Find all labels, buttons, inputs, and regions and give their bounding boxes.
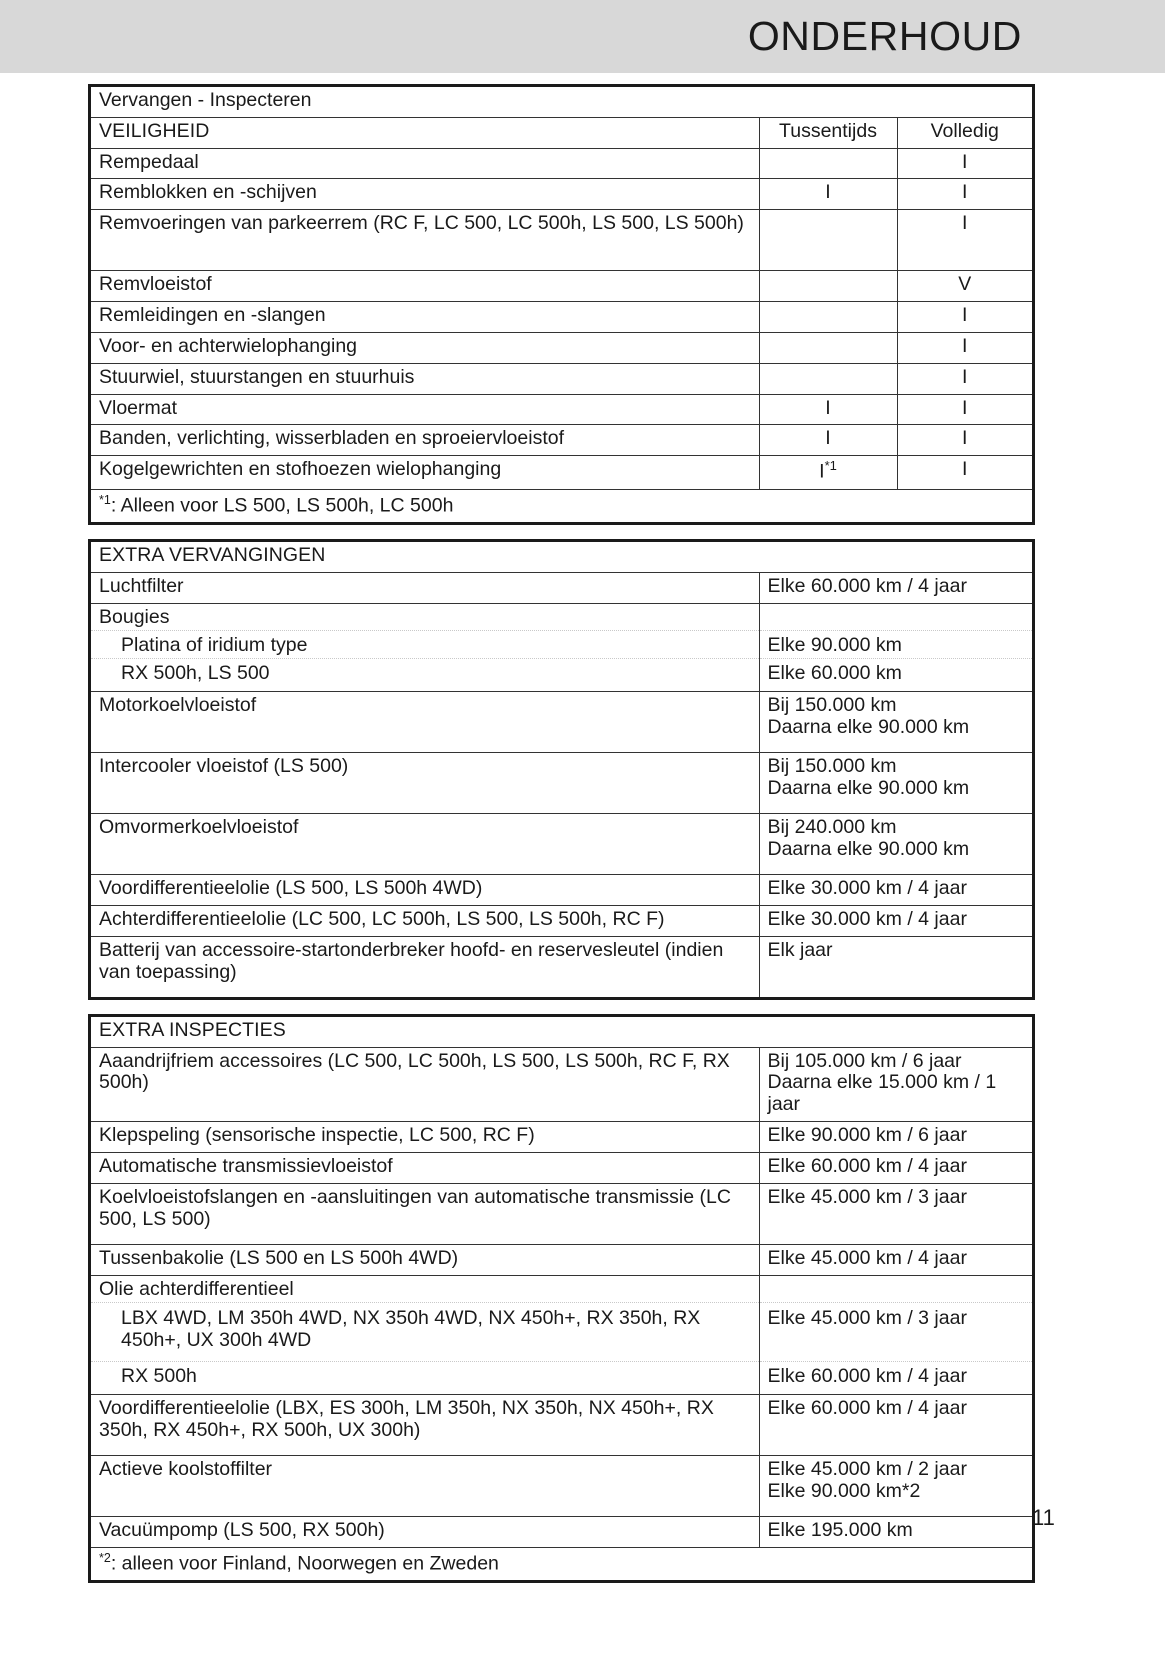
- row-label: Remvoeringen van parkeerrem (RC F, LC 500, LC 500h, LS 500, LS 500h): [91, 210, 759, 271]
- row-label: Luchtfilter: [91, 572, 759, 603]
- row-value-empty: [759, 603, 1032, 631]
- table-row: [91, 753, 1032, 814]
- row-label: Omvormerkoelvloeistof: [91, 814, 759, 875]
- table-caption-row: [91, 87, 1032, 117]
- subrow-label: [91, 1303, 759, 1362]
- cell-volledig: I: [897, 363, 1032, 394]
- row-value-line2: Daarna elke 90.000 km: [767, 776, 970, 799]
- table-row: [91, 1152, 1032, 1183]
- subrow-label-text: LBX 4WD, LM 350h 4WD, NX 350h 4WD, NX 450h+, RX 350h, RX 450h+, UX 300h 4WD: [121, 1307, 701, 1352]
- row-value: Elke 60.000 km / 4 jaar: [759, 572, 1032, 603]
- section-title-extra-inspecties: EXTRA INSPECTIES: [91, 1017, 1032, 1047]
- subrow-label: [91, 659, 759, 692]
- row-value-empty: [759, 1275, 1032, 1303]
- table-row: [91, 814, 1032, 875]
- table-row: [91, 210, 1032, 271]
- extra-inspections-table: [88, 1014, 1035, 1584]
- table-footnote: [91, 1548, 1032, 1581]
- page-header-band: [0, 0, 1165, 73]
- table-row: [91, 302, 1032, 333]
- subrow-value: Elke 45.000 km / 3 jaar: [759, 1303, 1032, 1362]
- row-value: [759, 1456, 1032, 1517]
- row-label: Intercooler vloeistof (LS 500): [91, 753, 759, 814]
- footnote-ref: *1: [824, 458, 837, 474]
- row-label: Klepspeling (sensorische inspectie, LC 500, RC F): [91, 1122, 759, 1153]
- subrow-value: Elke 90.000 km: [759, 631, 1032, 659]
- row-label: Voordifferentieelolie (LBX, ES 300h, LM 350h, NX 350h, NX 450h+, RX 350h, RX 450h+, RX 500h, UX 300h): [91, 1395, 759, 1456]
- row-value: [759, 692, 1032, 753]
- safety-table: [88, 84, 1035, 525]
- row-value: Elk jaar: [767, 938, 833, 961]
- table-header-row: [91, 1017, 1032, 1047]
- table-row: [91, 1517, 1032, 1548]
- section-title-veiligheid: VEILIGHEID: [91, 117, 759, 148]
- cell-tussentijds: I: [759, 394, 897, 425]
- column-header-volledig: Volledig: [897, 117, 1032, 148]
- cell-volledig: I: [897, 425, 1032, 456]
- table-caption: Vervangen - Inspecteren: [91, 87, 1032, 117]
- table-subrow: [91, 1362, 1032, 1395]
- row-value: Elke 60.000 km / 4 jaar: [759, 1395, 1032, 1456]
- table-row: [91, 875, 1032, 906]
- row-value: [759, 814, 1032, 875]
- row-label: Olie achterdifferentieel: [91, 1275, 759, 1303]
- cell-volledig: I: [897, 302, 1032, 333]
- row-value: Elke 90.000 km / 6 jaar: [759, 1122, 1032, 1153]
- extra-replacements-table: [88, 539, 1035, 1000]
- table-row: [91, 456, 1032, 489]
- table-subrow: [91, 1303, 1032, 1362]
- footnote-text: : alleen voor Finland, Noorwegen en Zweden: [110, 1552, 499, 1575]
- row-label: Koelvloeistofslangen en -aansluitingen van automatische transmissie (LC 500, LS 500): [91, 1183, 759, 1244]
- row-label: Tussenbakolie (LS 500 en LS 500h 4WD): [91, 1244, 759, 1275]
- table-row: [91, 1456, 1032, 1517]
- cell-volledig: V: [897, 271, 1032, 302]
- table-row: [91, 332, 1032, 363]
- table-row: [91, 692, 1032, 753]
- table-row: [91, 936, 1032, 997]
- row-value-line2: Daarna elke 15.000 km / 1 jaar: [767, 1071, 997, 1116]
- table-row-group-bougies: [91, 603, 1032, 631]
- row-value: [759, 1047, 1032, 1121]
- row-label: Stuurwiel, stuurstangen en stuurhuis: [91, 363, 759, 394]
- cell-tussentijds: I: [759, 425, 897, 456]
- table-row: [91, 1183, 1032, 1244]
- subrow-label: [91, 631, 759, 659]
- cell-tussentijds: [759, 332, 897, 363]
- footnote-text: : Alleen voor LS 500, LS 500h, LC 500h: [110, 494, 454, 517]
- row-value-line2-text: Elke 90.000 km: [767, 1480, 902, 1503]
- table-row: [91, 148, 1032, 179]
- cell-tussentijds: [759, 456, 897, 489]
- table-footnote: [91, 489, 1032, 522]
- cell-volledig: I: [897, 148, 1032, 179]
- footnote-row: [91, 1548, 1032, 1581]
- cell-tussentijds: [759, 271, 897, 302]
- cell-tussentijds: [759, 210, 897, 271]
- footnote-marker: *1: [99, 492, 111, 507]
- row-value: Elke 30.000 km / 4 jaar: [759, 905, 1032, 936]
- row-value: [759, 753, 1032, 814]
- row-value: Elke 30.000 km / 4 jaar: [759, 875, 1032, 906]
- table-row: [91, 1244, 1032, 1275]
- subrow-label-text: Platina of iridium type: [121, 634, 308, 657]
- row-label: Automatische transmissievloeistof: [91, 1152, 759, 1183]
- section-title-extra-vervangingen: EXTRA VERVANGINGEN: [91, 542, 1032, 572]
- row-label: Remleidingen en -slangen: [91, 302, 759, 333]
- row-label: Actieve koolstoffilter: [91, 1456, 759, 1517]
- row-value-line1: Elke 45.000 km / 2 jaar: [767, 1458, 967, 1481]
- table-row: [91, 1122, 1032, 1153]
- page-number: 11: [1032, 1505, 1055, 1530]
- cell-volledig: I: [897, 456, 1032, 489]
- table-row: [91, 425, 1032, 456]
- row-label: Vloermat: [91, 394, 759, 425]
- subrow-label-text: RX 500h, LS 500: [121, 662, 270, 685]
- cell-volledig: I: [897, 210, 1032, 271]
- row-label: Batterij van accessoire-startonderbreker hoofd- en reservesleutel (indien van toepassing): [91, 936, 759, 997]
- table-row: [91, 394, 1032, 425]
- row-label: Remblokken en -schijven: [91, 179, 759, 210]
- row-label: Vacuümpomp (LS 500, RX 500h): [91, 1517, 759, 1548]
- mark-value: I: [819, 460, 825, 483]
- table-row: [91, 1395, 1032, 1456]
- table-row: [91, 363, 1032, 394]
- row-label: Kogelgewrichten en stofhoezen wielophanging: [91, 456, 759, 489]
- cell-tussentijds: [759, 302, 897, 333]
- row-value-line1: Bij 150.000 km: [767, 694, 897, 717]
- table-subrow: [91, 631, 1032, 659]
- subrow-label-text: RX 500h: [121, 1365, 197, 1388]
- row-label: Aaandrijfriem accessoires (LC 500, LC 500h, LS 500, LS 500h, RC F, RX 500h): [91, 1047, 759, 1121]
- row-value: Elke 45.000 km / 3 jaar: [759, 1183, 1032, 1244]
- cell-volledig: I: [897, 179, 1032, 210]
- row-value-line1: Bij 240.000 km: [767, 816, 897, 839]
- row-value-line1: Bij 105.000 km / 6 jaar: [767, 1049, 962, 1072]
- table-row: [91, 905, 1032, 936]
- cell-tussentijds: [759, 148, 897, 179]
- cell-volledig: I: [897, 332, 1032, 363]
- row-label: Motorkoelvloeistof: [91, 692, 759, 753]
- row-value: Elke 45.000 km / 4 jaar: [759, 1244, 1032, 1275]
- page-content: [88, 84, 1035, 1597]
- row-value-line2: Daarna elke 90.000 km: [767, 837, 970, 860]
- footnote-row: [91, 489, 1032, 522]
- footnote-marker: *2: [99, 1551, 111, 1566]
- row-label: Voordifferentieelolie (LS 500, LS 500h 4WD): [91, 875, 759, 906]
- row-value: Elke 60.000 km / 4 jaar: [759, 1152, 1032, 1183]
- row-label: Achterdifferentieelolie (LC 500, LC 500h, LS 500, LS 500h, RC F): [91, 905, 759, 936]
- row-value-line2: [768, 1481, 1025, 1503]
- row-label: Bougies: [91, 603, 759, 631]
- table-subrow: [91, 659, 1032, 692]
- row-value-line2: Daarna elke 90.000 km: [767, 715, 970, 738]
- cell-tussentijds: [759, 363, 897, 394]
- footnote-ref: *2: [901, 1480, 921, 1503]
- cell-volledig: I: [897, 394, 1032, 425]
- cell-tussentijds: I: [759, 179, 897, 210]
- table-row: [91, 179, 1032, 210]
- table-row: [91, 572, 1032, 603]
- subrow-value: Elke 60.000 km: [759, 659, 1032, 692]
- table-row: [91, 271, 1032, 302]
- row-value: Elke 195.000 km: [759, 1517, 1032, 1548]
- row-value-line1: Bij 150.000 km: [767, 755, 897, 778]
- table-row-group-olie-achterdifferentieel: [91, 1275, 1032, 1303]
- table-header-row: [91, 542, 1032, 572]
- row-label: Voor- en achterwielophanging: [91, 332, 759, 363]
- row-label: Rempedaal: [91, 148, 759, 179]
- subrow-value: Elke 60.000 km / 4 jaar: [759, 1362, 1032, 1395]
- row-label: Remvloeistof: [91, 271, 759, 302]
- column-header-tussentijds: Tussentijds: [759, 117, 897, 148]
- table-header-row: [91, 117, 1032, 148]
- table-row: [91, 1047, 1032, 1121]
- subrow-label: [91, 1362, 759, 1395]
- row-label: Banden, verlichting, wisserbladen en sproeiervloeistof: [91, 425, 759, 456]
- page-title: ONDERHOUD: [747, 13, 1022, 59]
